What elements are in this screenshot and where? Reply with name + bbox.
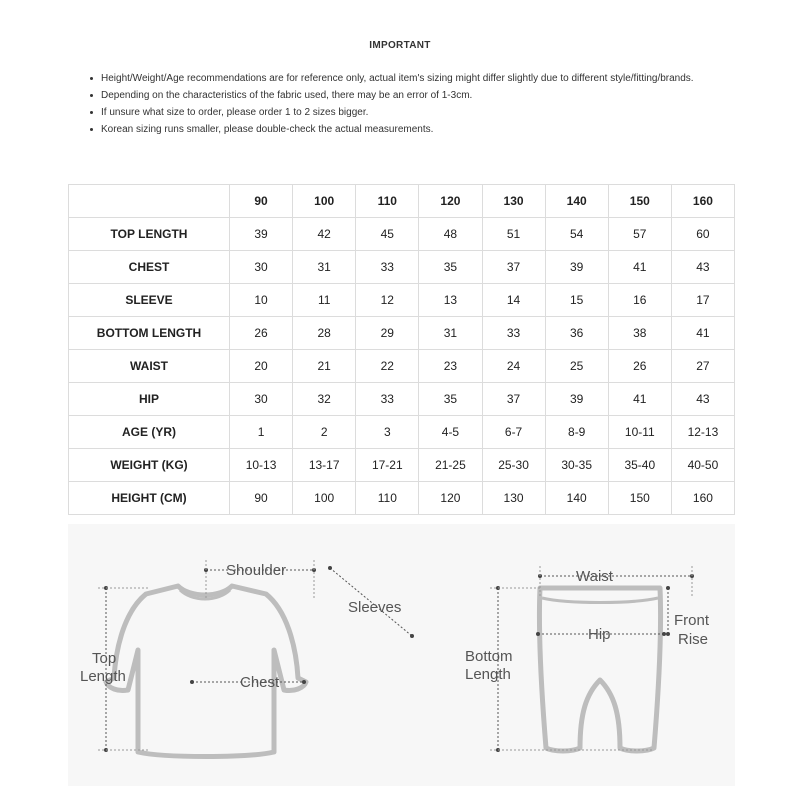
- table-row: [69, 350, 735, 383]
- table-cell: 31: [419, 317, 482, 350]
- row-label: WAIST: [69, 350, 230, 383]
- table-cell: 48: [419, 218, 482, 251]
- table-cell: 30-35: [545, 449, 608, 482]
- table-cell: 13-17: [293, 449, 356, 482]
- size-header: 160: [671, 185, 734, 218]
- size-header: 130: [482, 185, 545, 218]
- row-label: BOTTOM LENGTH: [69, 317, 230, 350]
- table-cell: 160: [671, 482, 734, 515]
- table-cell: 30: [230, 251, 293, 284]
- table-cell: 39: [545, 383, 608, 416]
- table-cell: 39: [545, 251, 608, 284]
- table-row: [69, 482, 735, 515]
- table-cell: 28: [293, 317, 356, 350]
- table-cell: 22: [356, 350, 419, 383]
- hip-label: Hip: [588, 626, 611, 643]
- table-cell: 140: [545, 482, 608, 515]
- sleeves-label: Sleeves: [348, 599, 402, 616]
- shoulder-label: Shoulder: [226, 562, 287, 579]
- size-header: 150: [608, 185, 671, 218]
- row-label: WEIGHT (KG): [69, 449, 230, 482]
- table-cell: 41: [671, 317, 734, 350]
- table-cell: 36: [545, 317, 608, 350]
- note-item: Depending on the characteristics of the fabric used, there may be an error of 1-3cm.: [90, 87, 730, 104]
- table-cell: 42: [293, 218, 356, 251]
- pants-illustration: [539, 588, 660, 751]
- table-cell: 130: [482, 482, 545, 515]
- table-row: [69, 449, 735, 482]
- table-cell: 3: [356, 416, 419, 449]
- table-cell: 41: [608, 251, 671, 284]
- table-cell: 35: [419, 383, 482, 416]
- top-measure-lines: [98, 560, 412, 750]
- table-cell: 40-50: [671, 449, 734, 482]
- table-cell: 17-21: [356, 449, 419, 482]
- table-cell: 12: [356, 284, 419, 317]
- note-item: Height/Weight/Age recommendations are for reference only, actual item's sizing might differ slightly due to different style/fitting/brands.: [90, 70, 730, 87]
- chest-label: Chest: [240, 674, 280, 691]
- table-cell: 43: [671, 383, 734, 416]
- bottom-length-label-1: Bottom: [465, 648, 513, 665]
- table-cell: 37: [482, 383, 545, 416]
- size-chart-table: [68, 184, 735, 515]
- front-rise-label-1: Front: [674, 612, 710, 629]
- table-cell: 39: [230, 218, 293, 251]
- table-cell: 100: [293, 482, 356, 515]
- top-length-label-2: Length: [80, 668, 126, 685]
- table-cell: 37: [482, 251, 545, 284]
- table-cell: 8-9: [545, 416, 608, 449]
- table-cell: 4-5: [419, 416, 482, 449]
- table-cell: 10: [230, 284, 293, 317]
- top-length-label-1: Top: [92, 650, 117, 667]
- table-cell: 27: [671, 350, 734, 383]
- table-cell: 21-25: [419, 449, 482, 482]
- row-label: AGE (YR): [69, 416, 230, 449]
- size-header: 100: [293, 185, 356, 218]
- note-item: Korean sizing runs smaller, please double-check the actual measurements.: [90, 121, 730, 138]
- table-cell: 20: [230, 350, 293, 383]
- table-cell: 32: [293, 383, 356, 416]
- table-cell: 10-13: [230, 449, 293, 482]
- important-heading: IMPORTANT: [369, 40, 431, 51]
- table-cell: 1: [230, 416, 293, 449]
- table-corner-cell: [69, 185, 230, 218]
- table-cell: 26: [608, 350, 671, 383]
- table-cell: 29: [356, 317, 419, 350]
- table-cell: 33: [356, 383, 419, 416]
- notes-list: [90, 70, 730, 138]
- table-cell: 35: [419, 251, 482, 284]
- table-cell: 26: [230, 317, 293, 350]
- table-cell: 2: [293, 416, 356, 449]
- table-row: [69, 383, 735, 416]
- table-cell: 25-30: [482, 449, 545, 482]
- table-header-row: [69, 185, 735, 218]
- table-cell: 11: [293, 284, 356, 317]
- table-cell: 23: [419, 350, 482, 383]
- table-cell: 150: [608, 482, 671, 515]
- top-garment-illustration: [106, 586, 306, 757]
- waist-label: Waist: [576, 568, 613, 585]
- table-cell: 6-7: [482, 416, 545, 449]
- table-cell: 43: [671, 251, 734, 284]
- table-row: [69, 416, 735, 449]
- bottom-length-label-2: Length: [465, 666, 511, 683]
- table-cell: 16: [608, 284, 671, 317]
- table-cell: 24: [482, 350, 545, 383]
- table-cell: 54: [545, 218, 608, 251]
- table-cell: 33: [356, 251, 419, 284]
- table-row: [69, 251, 735, 284]
- table-cell: 25: [545, 350, 608, 383]
- table-cell: 35-40: [608, 449, 671, 482]
- table-cell: 110: [356, 482, 419, 515]
- table-cell: 90: [230, 482, 293, 515]
- size-header: 120: [419, 185, 482, 218]
- table-row: [69, 317, 735, 350]
- front-rise-label-2: Rise: [678, 631, 709, 648]
- table-cell: 17: [671, 284, 734, 317]
- table-cell: 15: [545, 284, 608, 317]
- table-cell: 60: [671, 218, 734, 251]
- table-row: [69, 218, 735, 251]
- table-cell: 12-13: [671, 416, 734, 449]
- table-cell: 30: [230, 383, 293, 416]
- table-cell: 38: [608, 317, 671, 350]
- row-label: TOP LENGTH: [69, 218, 230, 251]
- table-cell: 21: [293, 350, 356, 383]
- size-header: 110: [356, 185, 419, 218]
- row-label: HIP: [69, 383, 230, 416]
- table-cell: 51: [482, 218, 545, 251]
- table-cell: 57: [608, 218, 671, 251]
- table-cell: 33: [482, 317, 545, 350]
- size-header: 90: [230, 185, 293, 218]
- table-cell: 31: [293, 251, 356, 284]
- note-item: If unsure what size to order, please order 1 to 2 sizes bigger.: [90, 104, 730, 121]
- table-cell: 10-11: [608, 416, 671, 449]
- table-cell: 120: [419, 482, 482, 515]
- table-cell: 14: [482, 284, 545, 317]
- measurement-diagram: [68, 524, 735, 786]
- row-label: HEIGHT (CM): [69, 482, 230, 515]
- table-row: [69, 284, 735, 317]
- table-cell: 13: [419, 284, 482, 317]
- row-label: SLEEVE: [69, 284, 230, 317]
- row-label: CHEST: [69, 251, 230, 284]
- size-header: 140: [545, 185, 608, 218]
- table-cell: 41: [608, 383, 671, 416]
- table-cell: 45: [356, 218, 419, 251]
- measurement-diagram-svg: [68, 524, 735, 786]
